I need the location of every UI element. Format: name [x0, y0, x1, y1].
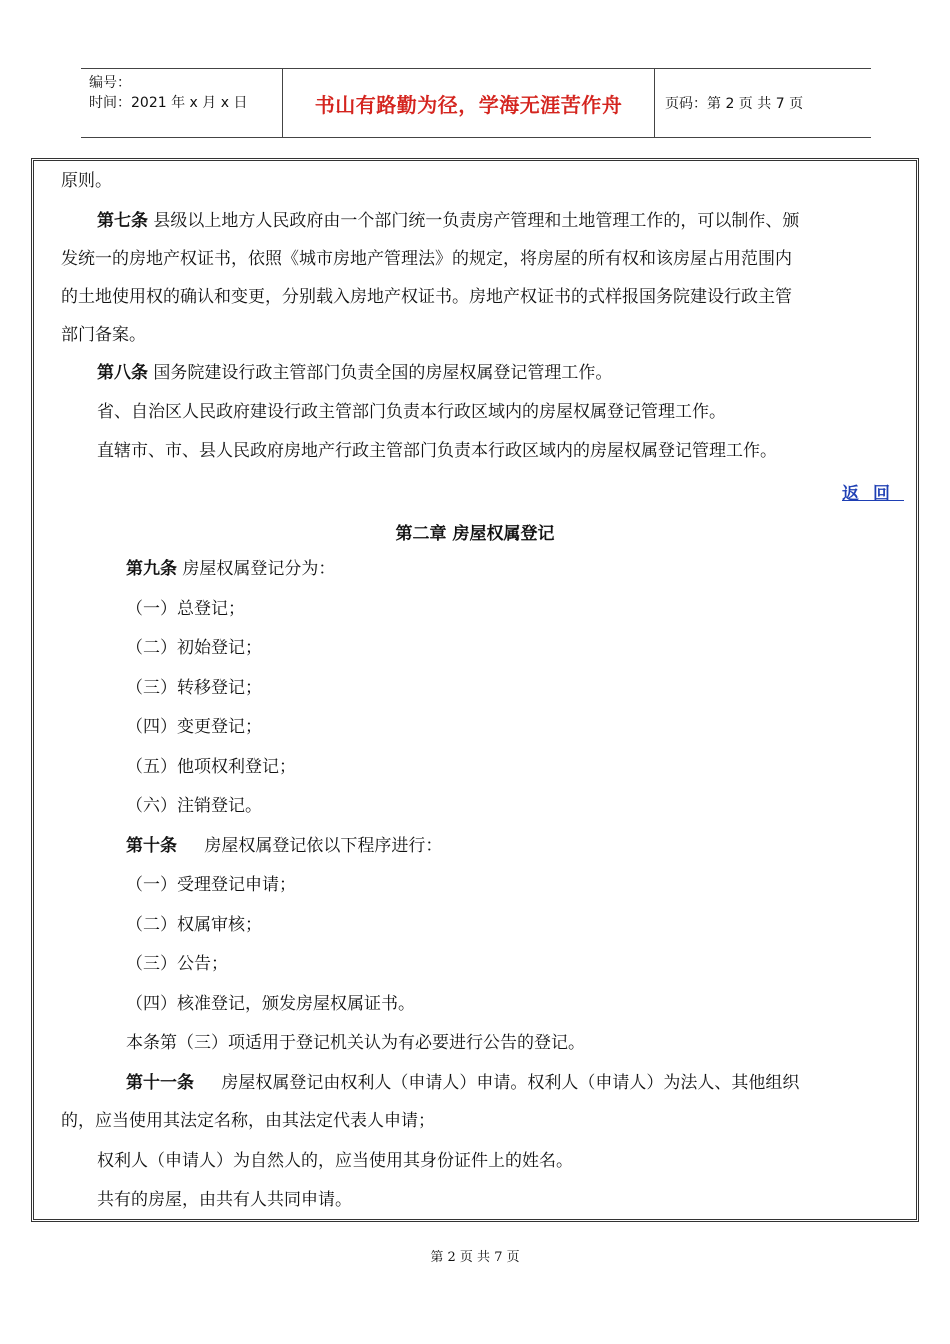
list-item: （六）注销登记。	[126, 796, 262, 816]
article-7-line-4: 部门备案。	[61, 325, 146, 345]
list-item: （二）权属审核；	[126, 915, 262, 935]
header-motto: 书山有路勤为径，学海无涯苦作舟	[283, 69, 655, 137]
article-9-title: 第九条	[126, 559, 177, 579]
page-header	[81, 68, 871, 138]
document-number: 编号：	[89, 75, 131, 91]
article-7-line-3: 的土地使用权的确认和变更，分别载入房地产权证书。房地产权证书的式样报国务院建设行政主管	[61, 287, 792, 307]
document-date: 时间：2021 年 x 月 x 日	[89, 95, 248, 111]
article-9-text: 房屋权属登记分为：	[182, 559, 336, 579]
document-body	[31, 158, 919, 1222]
list-item: （四）核准登记，颁发房屋权属证书。	[126, 994, 415, 1014]
article-10-text: 房屋权属登记依以下程序进行：	[204, 836, 443, 856]
list-item: （一）总登记；	[126, 599, 245, 619]
article-7-line-1	[97, 209, 799, 233]
list-item: （四）变更登记；	[126, 717, 262, 737]
article-10-title: 第十条	[126, 836, 177, 856]
article-7-text: 县级以上地方人民政府由一个部门统一负责房产管理和土地管理工作的，可以制作、颁	[153, 211, 800, 231]
article-11-line-4: 共有的房屋，由共有人共同申请。	[97, 1190, 352, 1210]
page-footer: 第 2 页 共 7 页	[430, 1250, 520, 1265]
article-8-text: 国务院建设行政主管部门负责全国的房屋权属登记管理工作。	[153, 363, 613, 383]
article-11-line-1	[126, 1071, 799, 1095]
article-9-line-1	[126, 557, 335, 581]
article-8-line-1	[97, 361, 612, 385]
article-7-line-2: 发统一的房地产权证书，依照《城市房地产管理法》的规定，将房屋的所有权和该房屋占用范围内	[61, 249, 792, 269]
article-11-line-2: 的，应当使用其法定名称，由其法定代表人申请；	[61, 1111, 435, 1131]
header-meta	[81, 69, 283, 137]
article-11-title: 第十一条	[126, 1073, 194, 1093]
list-item: （二）初始登记；	[126, 638, 262, 658]
list-item: （五）他项权利登记；	[126, 757, 296, 777]
text-line: 原则。	[61, 171, 112, 191]
article-10-line-1	[126, 834, 442, 858]
article-7-title: 第七条	[97, 211, 148, 231]
list-item: （三）转移登记；	[126, 678, 262, 698]
chapter-2-heading: 第二章 房屋权属登记	[395, 524, 555, 544]
article-11-line-3: 权利人（申请人）为自然人的，应当使用其身份证件上的姓名。	[97, 1151, 573, 1171]
header-page-info: 页码：第 2 页 共 7 页	[665, 96, 804, 112]
list-item: （三）公告；	[126, 954, 228, 974]
article-8-title: 第八条	[97, 363, 148, 383]
article-8-line-2: 省、自治区人民政府建设行政主管部门负责本行政区域内的房屋权属登记管理工作。	[97, 402, 726, 422]
return-link[interactable]: 返回	[842, 484, 904, 504]
article-10-note: 本条第（三）项适用于登记机关认为有必要进行公告的登记。	[126, 1033, 585, 1053]
list-item: （一）受理登记申请；	[126, 875, 296, 895]
article-8-line-3: 直辖市、市、县人民政府房地产行政主管部门负责本行政区域内的房屋权属登记管理工作。	[97, 441, 777, 461]
article-11-text: 房屋权属登记由权利人（申请人）申请。权利人（申请人）为法人、其他组织	[221, 1073, 800, 1093]
